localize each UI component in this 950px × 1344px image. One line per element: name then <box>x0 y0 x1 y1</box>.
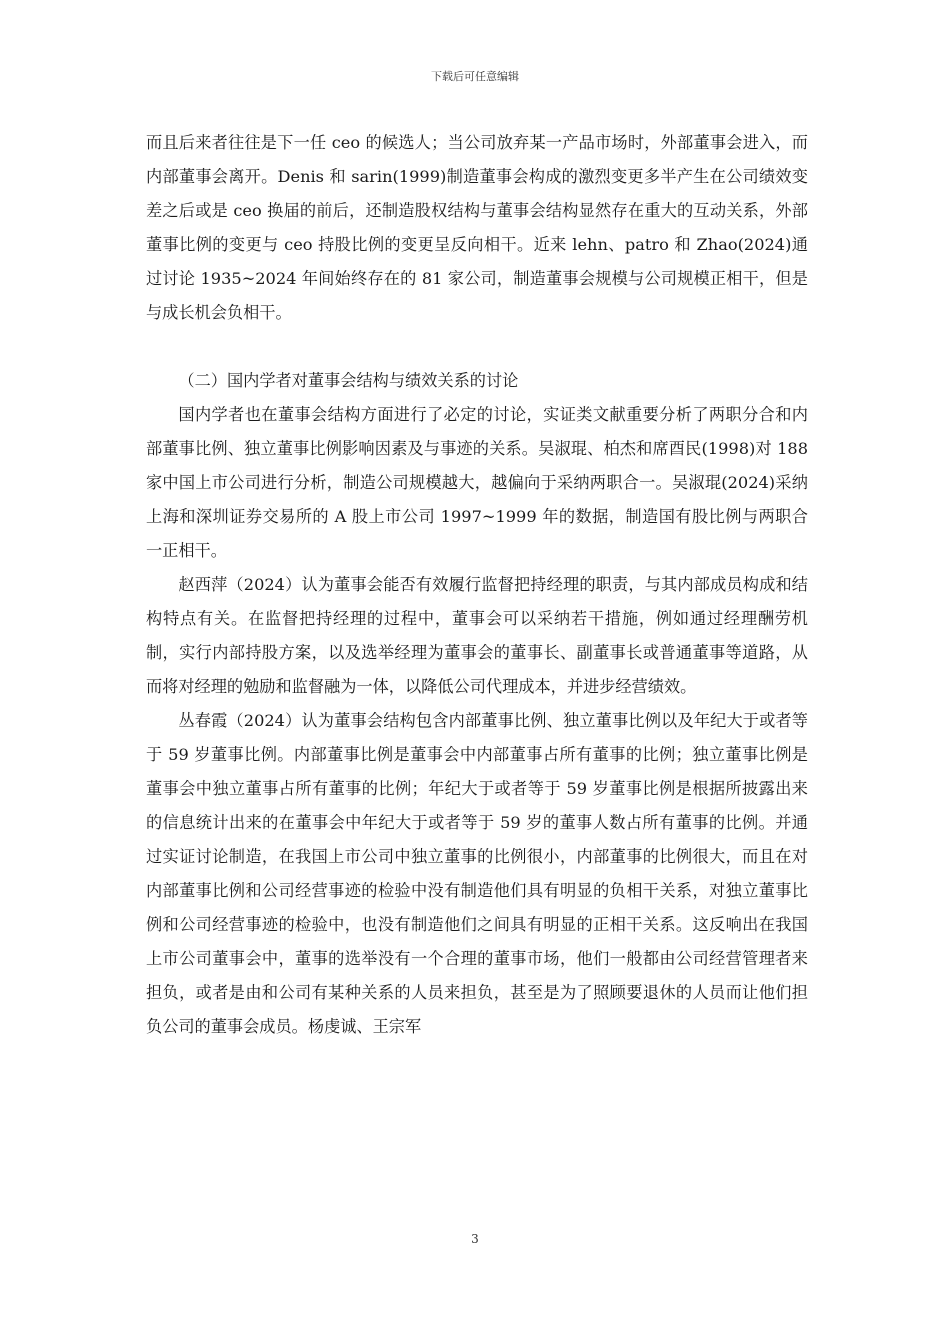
page-header: 下载后可任意编辑 <box>431 70 519 83</box>
page-number: 3 <box>471 1232 479 1246</box>
document-body <box>146 126 808 1044</box>
paragraph-cong-chunxia: 丛春霞（2024）认为董事会结构包含内部董事比例、独立董事比例以及年纪大于或者等于 59 岁董事比例。内部董事比例是董事会中内部董事占所有董事的比例；独立董事比例是董事会中独立董事占所有董事的比例；年纪大于或者等于 59 岁董事比例是根据所披露出来的信息统计出来的在董事会中年纪大于或者等于 59 岁的董事人数占所有董事的比例。并通过实证讨论制造，在我国上市公司中独立董事的比例很小，内部董事的比例很大，而且在对内部董事比例和公司经营事迹的检验中没有制造他们具有明显的负相干关系，对独立董事比例和公司经营事迹的检验中，也没有制造他们之间具有明显的正相干关系。这反响出在我国上市公司董事会中，董事的选举没有一个合理的董事市场，他们一般都由公司经营管理者来担负，或者是由和公司有某种关系的人员来担负，甚至是为了照顾要退休的人员而让他们担负公司的董事会成员。杨虔诚、王宗军 <box>146 711 808 1036</box>
paragraph-zhao-xiping: 赵西萍（2024）认为董事会能否有效履行监督把持经理的职责，与其内部成员构成和结构特点有关。在监督把持经理的过程中，董事会可以采纳若干措施，例如通过经理酬劳机制，实行内部持股方案，以及选举经理为董事会的董事长、副董事长或普通董事等道路，从而将对经理的勉励和监督融为一体，以降低公司代理成本，并进步经营绩效。 <box>146 575 808 696</box>
paragraph-domestic-research: 国内学者也在董事会结构方面进行了必定的讨论，实证类文献重要分析了两职分合和内部董事比例、独立董事比例影响因素及与事迹的关系。吴淑琨、柏杰和席酉民(1998)对 188 家中国上市公司进行分析，制造公司规模越大，越偏向于采纳两职合一。吴淑琨(2024)采纳上海和深圳证券交易所的 A 股上市公司 1997~1999 年的数据，制造国有股比例与两职合一正相干。 <box>146 405 808 560</box>
section-gap <box>146 330 808 364</box>
section-heading: （二）国内学者对董事会结构与绩效关系的讨论 <box>178 371 519 390</box>
paragraph-continuation: 而且后来者往往是下一任 ceo 的候选人；当公司放弃某一产品市场时，外部董事会进入，而内部董事会离开。Denis 和 sarin(1999)制造董事会构成的激烈变更多半产生在公司绩效变差之后或是 ceo 换届的前后，还制造股权结构与董事会结构显然存在重大的互动关系，外部董事比例的变更与 ceo 持股比例的变更呈反向相干。近来 lehn、patro 和 Zhao(2024)通过讨论 1935~2024 年间始终存在的 81 家公司，制造董事会规模与公司规模正相干，但是与成长机会负相干。 <box>146 133 808 322</box>
